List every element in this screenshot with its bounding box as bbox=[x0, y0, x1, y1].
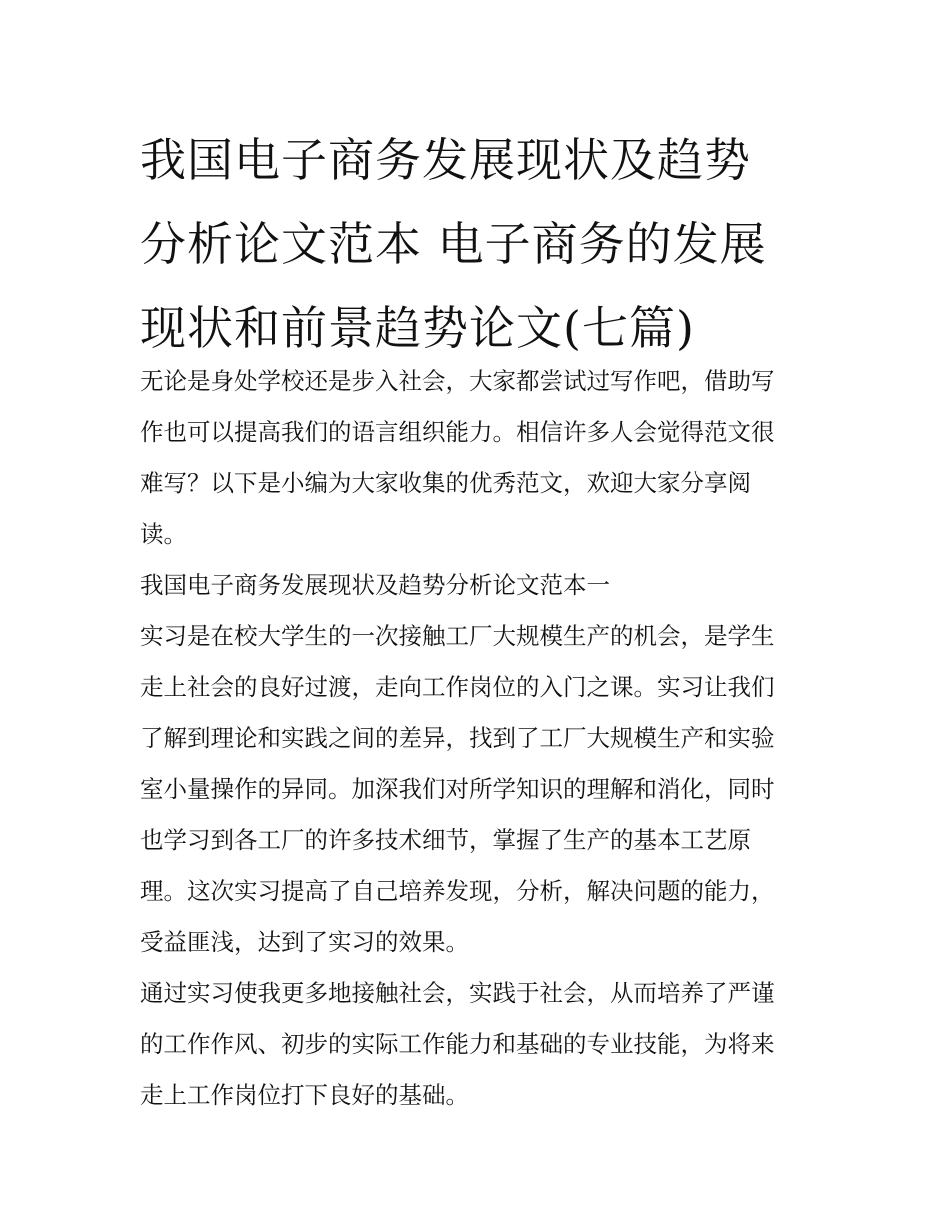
text-line: 我国电子商务发展现状及趋势分析论文范本一 bbox=[140, 571, 610, 599]
text-line: 的工作作风、初步的实际工作能力和基础的专业技能，为将来 bbox=[140, 1030, 775, 1058]
text-line: 难写？以下是小编为大家收集的优秀范文，欢迎大家分享阅 bbox=[140, 469, 751, 497]
title-line: 现状和前景趋势论文(七篇) bbox=[140, 301, 695, 355]
text-line: 也学习到各工厂的许多技术细节，掌握了生产的基本工艺原 bbox=[140, 826, 751, 854]
document-title bbox=[140, 118, 820, 370]
title-line: 分析论文范本 电子商务的发展 bbox=[140, 217, 767, 271]
body-paragraph bbox=[140, 968, 820, 1121]
text-line: 理。这次实习提高了自己培养发现，分析，解决问题的能力， bbox=[140, 877, 775, 905]
intro-paragraph bbox=[140, 356, 820, 560]
text-line: 实习是在校大学生的一次接触工厂大规模生产的机会，是学生 bbox=[140, 622, 775, 650]
text-line: 无论是身处学校还是步入社会，大家都尝试过写作吧，借助写 bbox=[140, 367, 775, 395]
section-heading bbox=[140, 560, 820, 611]
title-line: 我国电子商务发展现状及趋势 bbox=[140, 133, 751, 187]
body-paragraph bbox=[140, 611, 820, 968]
text-line: 通过实习使我更多地接触社会，实践于社会，从而培养了严谨 bbox=[140, 979, 775, 1007]
text-line: 读。 bbox=[140, 520, 187, 548]
text-line: 室小量操作的异同。加深我们对所学知识的理解和消化，同时 bbox=[140, 775, 775, 803]
text-line: 了解到理论和实践之间的差异，找到了工厂大规模生产和实验 bbox=[140, 724, 775, 752]
text-line: 作也可以提高我们的语言组织能力。相信许多人会觉得范文很 bbox=[140, 418, 775, 446]
text-line: 受益匪浅，达到了实习的效果。 bbox=[140, 928, 469, 956]
text-line: 走上社会的良好过渡，走向工作岗位的入门之课。实习让我们 bbox=[140, 673, 775, 701]
text-line: 走上工作岗位打下良好的基础。 bbox=[140, 1081, 469, 1109]
document-body bbox=[140, 356, 820, 1121]
